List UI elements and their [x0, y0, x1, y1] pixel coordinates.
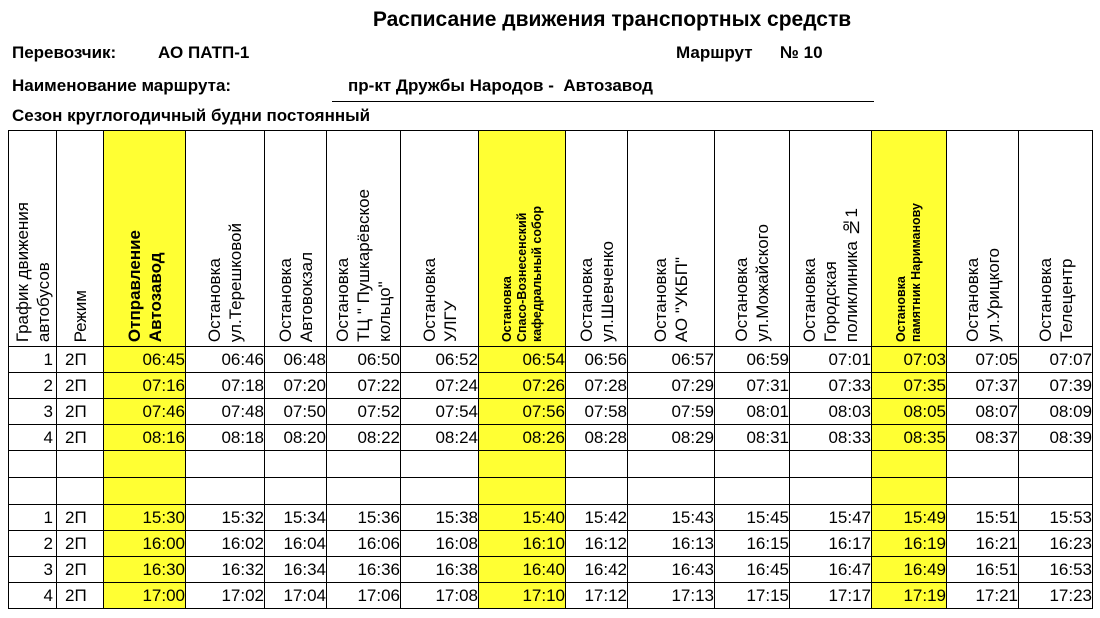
table-cell: [9, 478, 57, 505]
table-cell: 08:07: [947, 399, 1019, 425]
table-cell: 08:01: [715, 399, 790, 425]
table-cell: [401, 451, 479, 478]
table-cell: 15:38: [401, 505, 479, 531]
column-header-label: Остановка Городская поликлиника №1: [800, 207, 861, 342]
table-cell: 08:16: [104, 425, 186, 451]
table-cell: [327, 478, 401, 505]
column-header: [628, 131, 715, 347]
table-cell: 07:58: [566, 399, 628, 425]
table-cell: 16:30: [104, 557, 186, 583]
table-cell: 17:13: [628, 583, 715, 609]
table-row: [9, 373, 1093, 399]
table-cell: 15:51: [947, 505, 1019, 531]
table-cell: 07:22: [327, 373, 401, 399]
table-row: [9, 505, 1093, 531]
table-cell: 2П: [57, 583, 104, 609]
table-cell: 07:54: [401, 399, 479, 425]
table-cell: 15:42: [566, 505, 628, 531]
table-cell: 17:00: [104, 583, 186, 609]
column-header-label: Остановка памятник Нариманову: [894, 203, 923, 342]
table-cell: 06:50: [327, 347, 401, 373]
table-cell: 16:19: [872, 531, 947, 557]
table-cell: 06:48: [265, 347, 327, 373]
table-cell: 2: [9, 531, 57, 557]
table-cell: [9, 451, 57, 478]
table-cell: 08:05: [872, 399, 947, 425]
column-header: [479, 131, 566, 347]
table-cell: [947, 478, 1019, 505]
table-cell: 1: [9, 505, 57, 531]
table-cell: [947, 451, 1019, 478]
table-cell: 16:40: [479, 557, 566, 583]
table-cell: [186, 478, 265, 505]
carrier-label: Перевозчик:: [12, 43, 117, 62]
table-cell: 16:51: [947, 557, 1019, 583]
table-cell: 08:09: [1019, 399, 1093, 425]
season-text: Сезон круглогодичный будни постоянный: [12, 106, 371, 125]
table-cell: 07:56: [479, 399, 566, 425]
table-row: [9, 425, 1093, 451]
table-cell: 06:54: [479, 347, 566, 373]
table-cell: 16:02: [186, 531, 265, 557]
table-cell: 15:34: [265, 505, 327, 531]
table-cell: 17:06: [327, 583, 401, 609]
table-cell: 07:29: [628, 373, 715, 399]
table-cell: [790, 478, 872, 505]
table-cell: 15:32: [186, 505, 265, 531]
column-header-label: Отправление Автозавод: [124, 229, 165, 342]
table-row: [9, 583, 1093, 609]
table-cell: 06:46: [186, 347, 265, 373]
table-cell: 1: [9, 347, 57, 373]
table-cell: 17:21: [947, 583, 1019, 609]
table-row: [9, 531, 1093, 557]
table-cell: 2П: [57, 373, 104, 399]
column-header-label: Остановка ул.Шевченко: [576, 241, 617, 342]
table-cell: 17:04: [265, 583, 327, 609]
table-cell: 15:40: [479, 505, 566, 531]
table-cell: 08:03: [790, 399, 872, 425]
table-cell: 2П: [57, 347, 104, 373]
table-cell: 16:43: [628, 557, 715, 583]
table-cell: 16:36: [327, 557, 401, 583]
table-row: [9, 347, 1093, 373]
table-cell: 17:12: [566, 583, 628, 609]
column-header: [401, 131, 479, 347]
table-cell: 15:36: [327, 505, 401, 531]
column-header: [566, 131, 628, 347]
table-cell: 17:08: [401, 583, 479, 609]
table-cell: 17:17: [790, 583, 872, 609]
table-cell: 07:05: [947, 347, 1019, 373]
carrier-value: АО ПАТП-1: [158, 43, 250, 62]
table-cell: 2П: [57, 425, 104, 451]
table-cell: 16:34: [265, 557, 327, 583]
table-cell: 08:39: [1019, 425, 1093, 451]
route-name-label: Наименование маршрута:: [12, 76, 232, 95]
table-cell: 4: [9, 425, 57, 451]
table-cell: 06:56: [566, 347, 628, 373]
table-cell: 4: [9, 583, 57, 609]
route-number: № 10: [780, 43, 823, 62]
table-cell: 17:15: [715, 583, 790, 609]
table-cell: 07:18: [186, 373, 265, 399]
table-cell: 16:32: [186, 557, 265, 583]
table-cell: 16:00: [104, 531, 186, 557]
column-header-label: График движения автобусов: [12, 201, 53, 342]
column-header-label: Режим: [70, 289, 90, 342]
table-cell: 17:02: [186, 583, 265, 609]
table-cell: 2: [9, 373, 57, 399]
table-cell: 08:20: [265, 425, 327, 451]
table-cell: 16:21: [947, 531, 1019, 557]
table-cell: 08:37: [947, 425, 1019, 451]
table-cell: 07:39: [1019, 373, 1093, 399]
table-cell: 16:10: [479, 531, 566, 557]
table-row: [9, 399, 1093, 425]
table-cell: 08:22: [327, 425, 401, 451]
table-cell: 08:33: [790, 425, 872, 451]
table-cell: 16:06: [327, 531, 401, 557]
table-cell: 2П: [57, 505, 104, 531]
table-cell: 07:50: [265, 399, 327, 425]
table-cell: 16:45: [715, 557, 790, 583]
table-cell: 07:31: [715, 373, 790, 399]
table-cell: 2П: [57, 399, 104, 425]
column-header: [265, 131, 327, 347]
table-cell: 08:31: [715, 425, 790, 451]
table-cell: 07:59: [628, 399, 715, 425]
table-cell: 08:26: [479, 425, 566, 451]
schedule-table: [8, 130, 1093, 609]
table-cell: 08:35: [872, 425, 947, 451]
table-cell: 15:45: [715, 505, 790, 531]
column-header-label: Остановка ТЦ " Пушкарёвское кольцо": [333, 189, 394, 342]
table-cell: 07:20: [265, 373, 327, 399]
table-cell: 16:47: [790, 557, 872, 583]
table-cell: [57, 451, 104, 478]
table-cell: 16:17: [790, 531, 872, 557]
column-header: [186, 131, 265, 347]
table-cell: 16:53: [1019, 557, 1093, 583]
table-cell: 16:13: [628, 531, 715, 557]
column-header-label: Остановка УЛГУ: [419, 258, 460, 342]
table-cell: [186, 451, 265, 478]
table-cell: [715, 478, 790, 505]
table-body: [9, 347, 1093, 609]
table-cell: 15:49: [872, 505, 947, 531]
column-header: [327, 131, 401, 347]
table-cell: 08:29: [628, 425, 715, 451]
column-header: [872, 131, 947, 347]
table-cell: 16:38: [401, 557, 479, 583]
table-cell: 3: [9, 399, 57, 425]
table-cell: 16:12: [566, 531, 628, 557]
table-cell: [265, 451, 327, 478]
table-cell: 16:49: [872, 557, 947, 583]
table-cell: 08:24: [401, 425, 479, 451]
column-header: [104, 131, 186, 347]
table-cell: [872, 451, 947, 478]
table-cell: 17:10: [479, 583, 566, 609]
table-cell: [479, 478, 566, 505]
table-cell: [872, 478, 947, 505]
table-cell: [327, 451, 401, 478]
table-cell: 16:23: [1019, 531, 1093, 557]
table-cell: [566, 451, 628, 478]
table-cell: 07:07: [1019, 347, 1093, 373]
table-cell: [104, 451, 186, 478]
table-cell: 07:52: [327, 399, 401, 425]
table-cell: [566, 478, 628, 505]
column-header-label: Остановка АО "УКБП": [651, 256, 691, 342]
table-cell: 07:26: [479, 373, 566, 399]
column-header-label: Остановка ул.Терешковой: [205, 222, 245, 342]
route-name-underline: [332, 101, 874, 102]
table-cell: 06:45: [104, 347, 186, 373]
table-cell: 06:59: [715, 347, 790, 373]
table-cell: 07:46: [104, 399, 186, 425]
table-cell: [265, 478, 327, 505]
table-cell: [715, 451, 790, 478]
table-cell: 07:48: [186, 399, 265, 425]
table-cell: [104, 478, 186, 505]
column-header-label: Остановка ул.Можайского: [732, 224, 772, 342]
table-cell: 2П: [57, 557, 104, 583]
table-cell: 07:35: [872, 373, 947, 399]
table-cell: 08:28: [566, 425, 628, 451]
column-header: [9, 131, 57, 347]
table-cell: 07:37: [947, 373, 1019, 399]
table-cell: [57, 478, 104, 505]
route-name-value: пр-кт Дружбы Народов - Автозавод: [348, 76, 653, 95]
table-cell: 15:53: [1019, 505, 1093, 531]
table-cell: [1019, 478, 1093, 505]
table-cell: 16:15: [715, 531, 790, 557]
column-header-label: Остановка Автовокзал: [275, 251, 316, 342]
table-row: [9, 557, 1093, 583]
table-cell: 16:04: [265, 531, 327, 557]
page-title: Расписание движения транспортных средств: [372, 8, 852, 31]
route-label: Маршрут: [676, 43, 753, 62]
table-cell: 16:08: [401, 531, 479, 557]
table-cell: 07:33: [790, 373, 872, 399]
table-cell: 17:19: [872, 583, 947, 609]
empty-row: [9, 451, 1093, 478]
table-cell: 07:24: [401, 373, 479, 399]
table-cell: 15:47: [790, 505, 872, 531]
column-header-label: Остановка Спасо-Вознесенский кафедральный собор: [499, 205, 544, 342]
table-cell: 07:03: [872, 347, 947, 373]
column-header: [715, 131, 790, 347]
table-cell: 3: [9, 557, 57, 583]
table-cell: 16:42: [566, 557, 628, 583]
column-header: [1019, 131, 1093, 347]
table-cell: [790, 451, 872, 478]
table-cell: 07:28: [566, 373, 628, 399]
column-header: [57, 131, 104, 347]
column-header: [947, 131, 1019, 347]
header-row: [9, 131, 1093, 347]
column-header-label: Остановка Телецентр: [1035, 258, 1076, 342]
empty-row: [9, 478, 1093, 505]
table-cell: [628, 451, 715, 478]
table-cell: [628, 478, 715, 505]
column-header: [790, 131, 872, 347]
table-cell: 15:30: [104, 505, 186, 531]
table-cell: 06:52: [401, 347, 479, 373]
table-cell: 15:43: [628, 505, 715, 531]
table-cell: 17:23: [1019, 583, 1093, 609]
table-cell: 08:18: [186, 425, 265, 451]
table-cell: [479, 451, 566, 478]
table-cell: 2П: [57, 531, 104, 557]
table-cell: 07:01: [790, 347, 872, 373]
column-header-label: Остановка ул.Урицкого: [962, 248, 1003, 342]
table-cell: 07:16: [104, 373, 186, 399]
table-cell: 06:57: [628, 347, 715, 373]
table-cell: [401, 478, 479, 505]
table-cell: [1019, 451, 1093, 478]
